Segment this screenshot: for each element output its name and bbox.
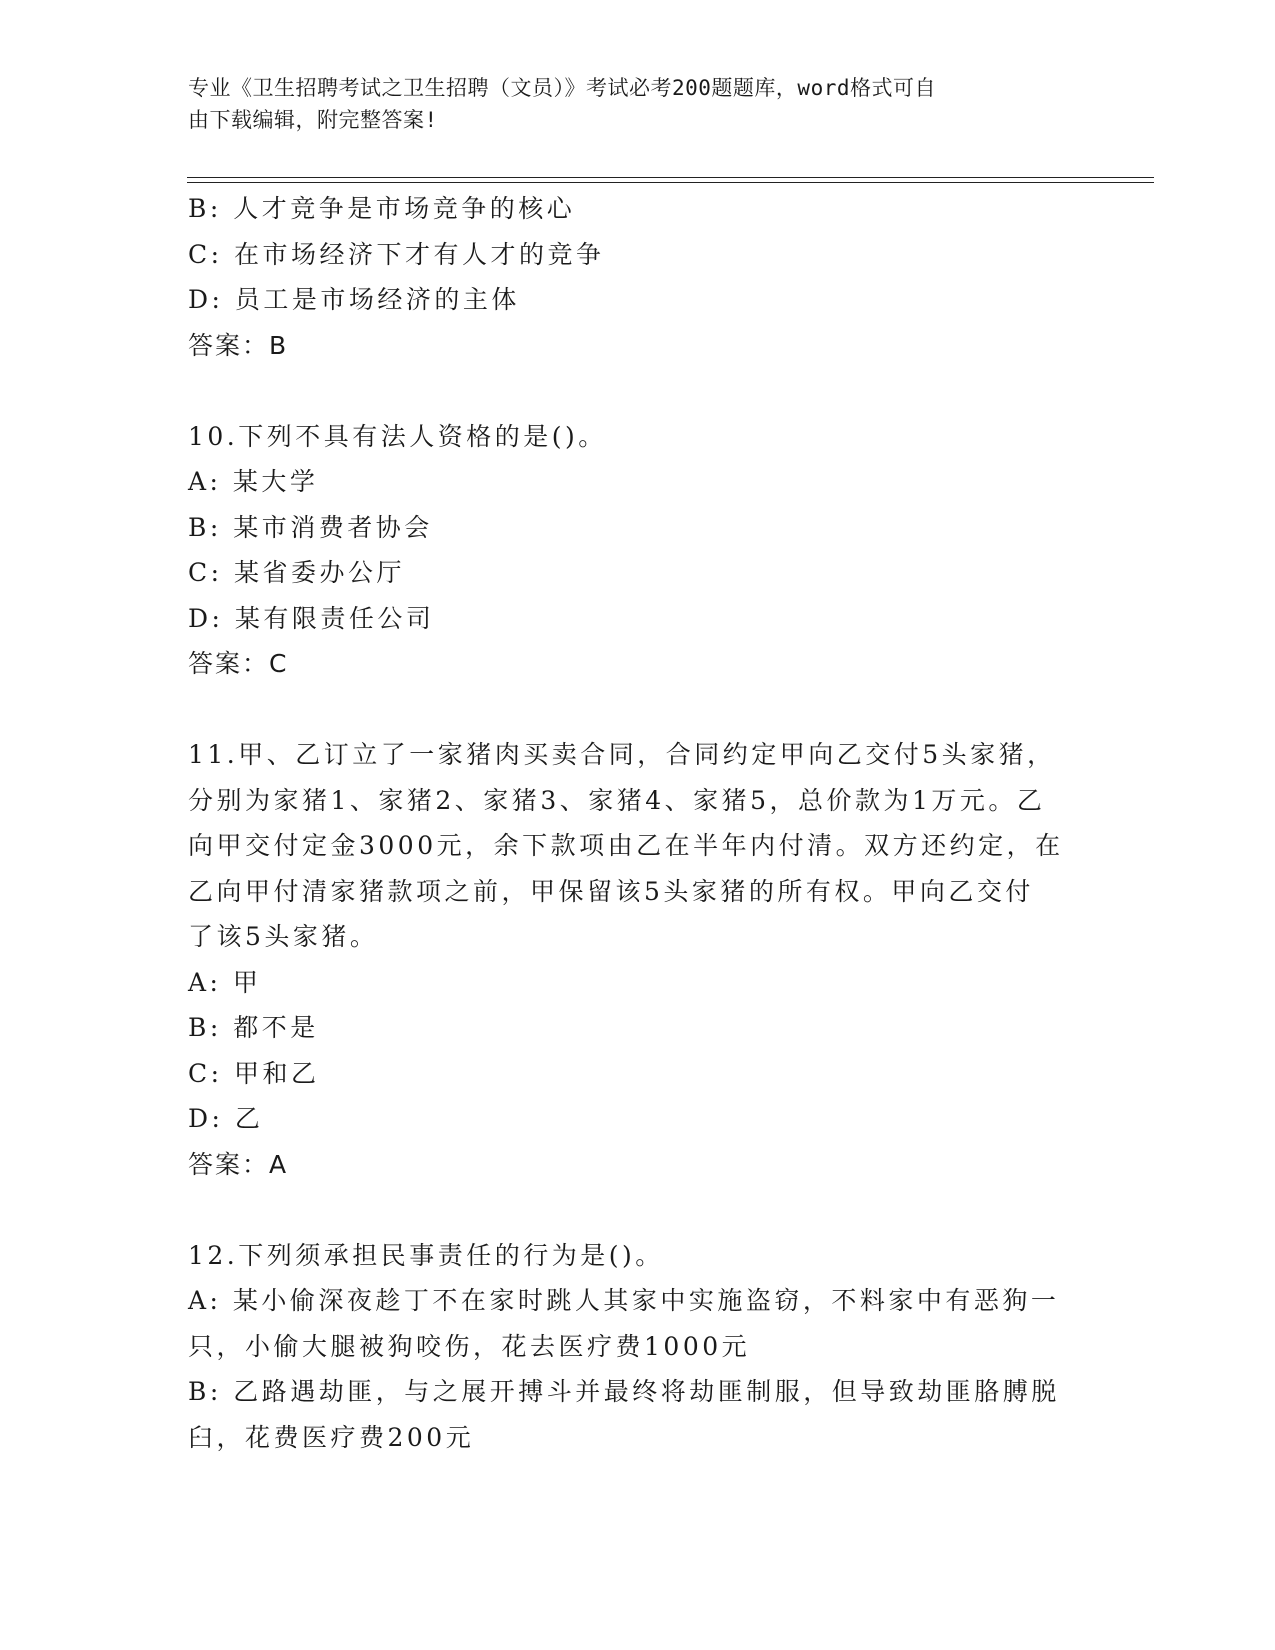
header-line-1: 专业《卫生招聘考试之卫生招聘（文员）》考试必考200题题库，word格式可自 — [188, 76, 936, 100]
option-b: B: 都不是 — [188, 1013, 319, 1042]
option-d: D: 某有限责任公司 — [188, 603, 435, 633]
question-line: 乙向甲付清家猪款项之前，甲保留该5头家猪的所有权。甲向乙交付 — [188, 876, 1034, 906]
option-a — [188, 1278, 1088, 1369]
option-line: 只，小偷大腿被狗咬伤，花去医疗费1000元 — [188, 1331, 751, 1361]
option-b — [188, 1369, 1088, 1460]
spacer — [188, 1187, 1088, 1233]
document-body — [188, 186, 1088, 1460]
question-text: 10.下列不具有法人资格的是()。 — [188, 421, 607, 451]
question-text — [188, 732, 1088, 960]
option-line: 臼，花费医疗费200元 — [188, 1422, 475, 1452]
answer-line: 答案：A — [188, 1149, 289, 1179]
option-line: A: 某小偷深夜趁丁不在家时跳人其家中实施盗窃，不料家中有恶狗一 — [188, 1286, 1060, 1315]
header-divider-bottom — [187, 182, 1154, 183]
question-line: 分别为家猪1、家猪2、家猪3、家猪4、家猪5，总价款为1万元。乙 — [188, 785, 1046, 815]
option-line: B: 乙路遇劫匪，与之展开搏斗并最终将劫匪制服，但导致劫匪胳膊脱 — [188, 1377, 1060, 1406]
option-d: D: 乙 — [188, 1104, 264, 1133]
question-10 — [188, 414, 1088, 687]
header-divider-top — [187, 177, 1154, 178]
question-line: 向甲交付定金3000元，余下款项由乙在半年内付清。双方还约定，在 — [188, 831, 1064, 860]
question-line: 11.甲、乙订立了一家猪肉买卖合同，合同约定甲向乙交付5头家猪， — [188, 740, 1056, 769]
spacer — [188, 368, 1088, 414]
option-d: D: 员工是市场经济的主体 — [188, 285, 520, 314]
answer-line: 答案：B — [188, 330, 289, 360]
option-c: C: 某省委办公厅 — [188, 558, 405, 587]
header-line-2: 由下载编辑，附完整答案! — [188, 108, 438, 132]
document-header — [188, 72, 1068, 136]
option-a: A: 某大学 — [188, 467, 319, 496]
answer-line: 答案：C — [188, 649, 289, 678]
spacer — [188, 687, 1088, 733]
question-11 — [188, 732, 1088, 1187]
question-9-tail — [188, 186, 1088, 368]
question-12 — [188, 1233, 1088, 1461]
option-a: A: 甲 — [188, 967, 262, 997]
option-b: B: 某市消费者协会 — [188, 512, 433, 542]
option-c: C: 甲和乙 — [188, 1058, 320, 1088]
option-b: B: 人才竞争是市场竞争的核心 — [188, 194, 576, 223]
question-text: 12.下列须承担民事责任的行为是()。 — [188, 1240, 664, 1270]
question-line: 了该5头家猪。 — [188, 922, 379, 951]
option-c: C: 在市场经济下才有人才的竞争 — [188, 239, 605, 269]
